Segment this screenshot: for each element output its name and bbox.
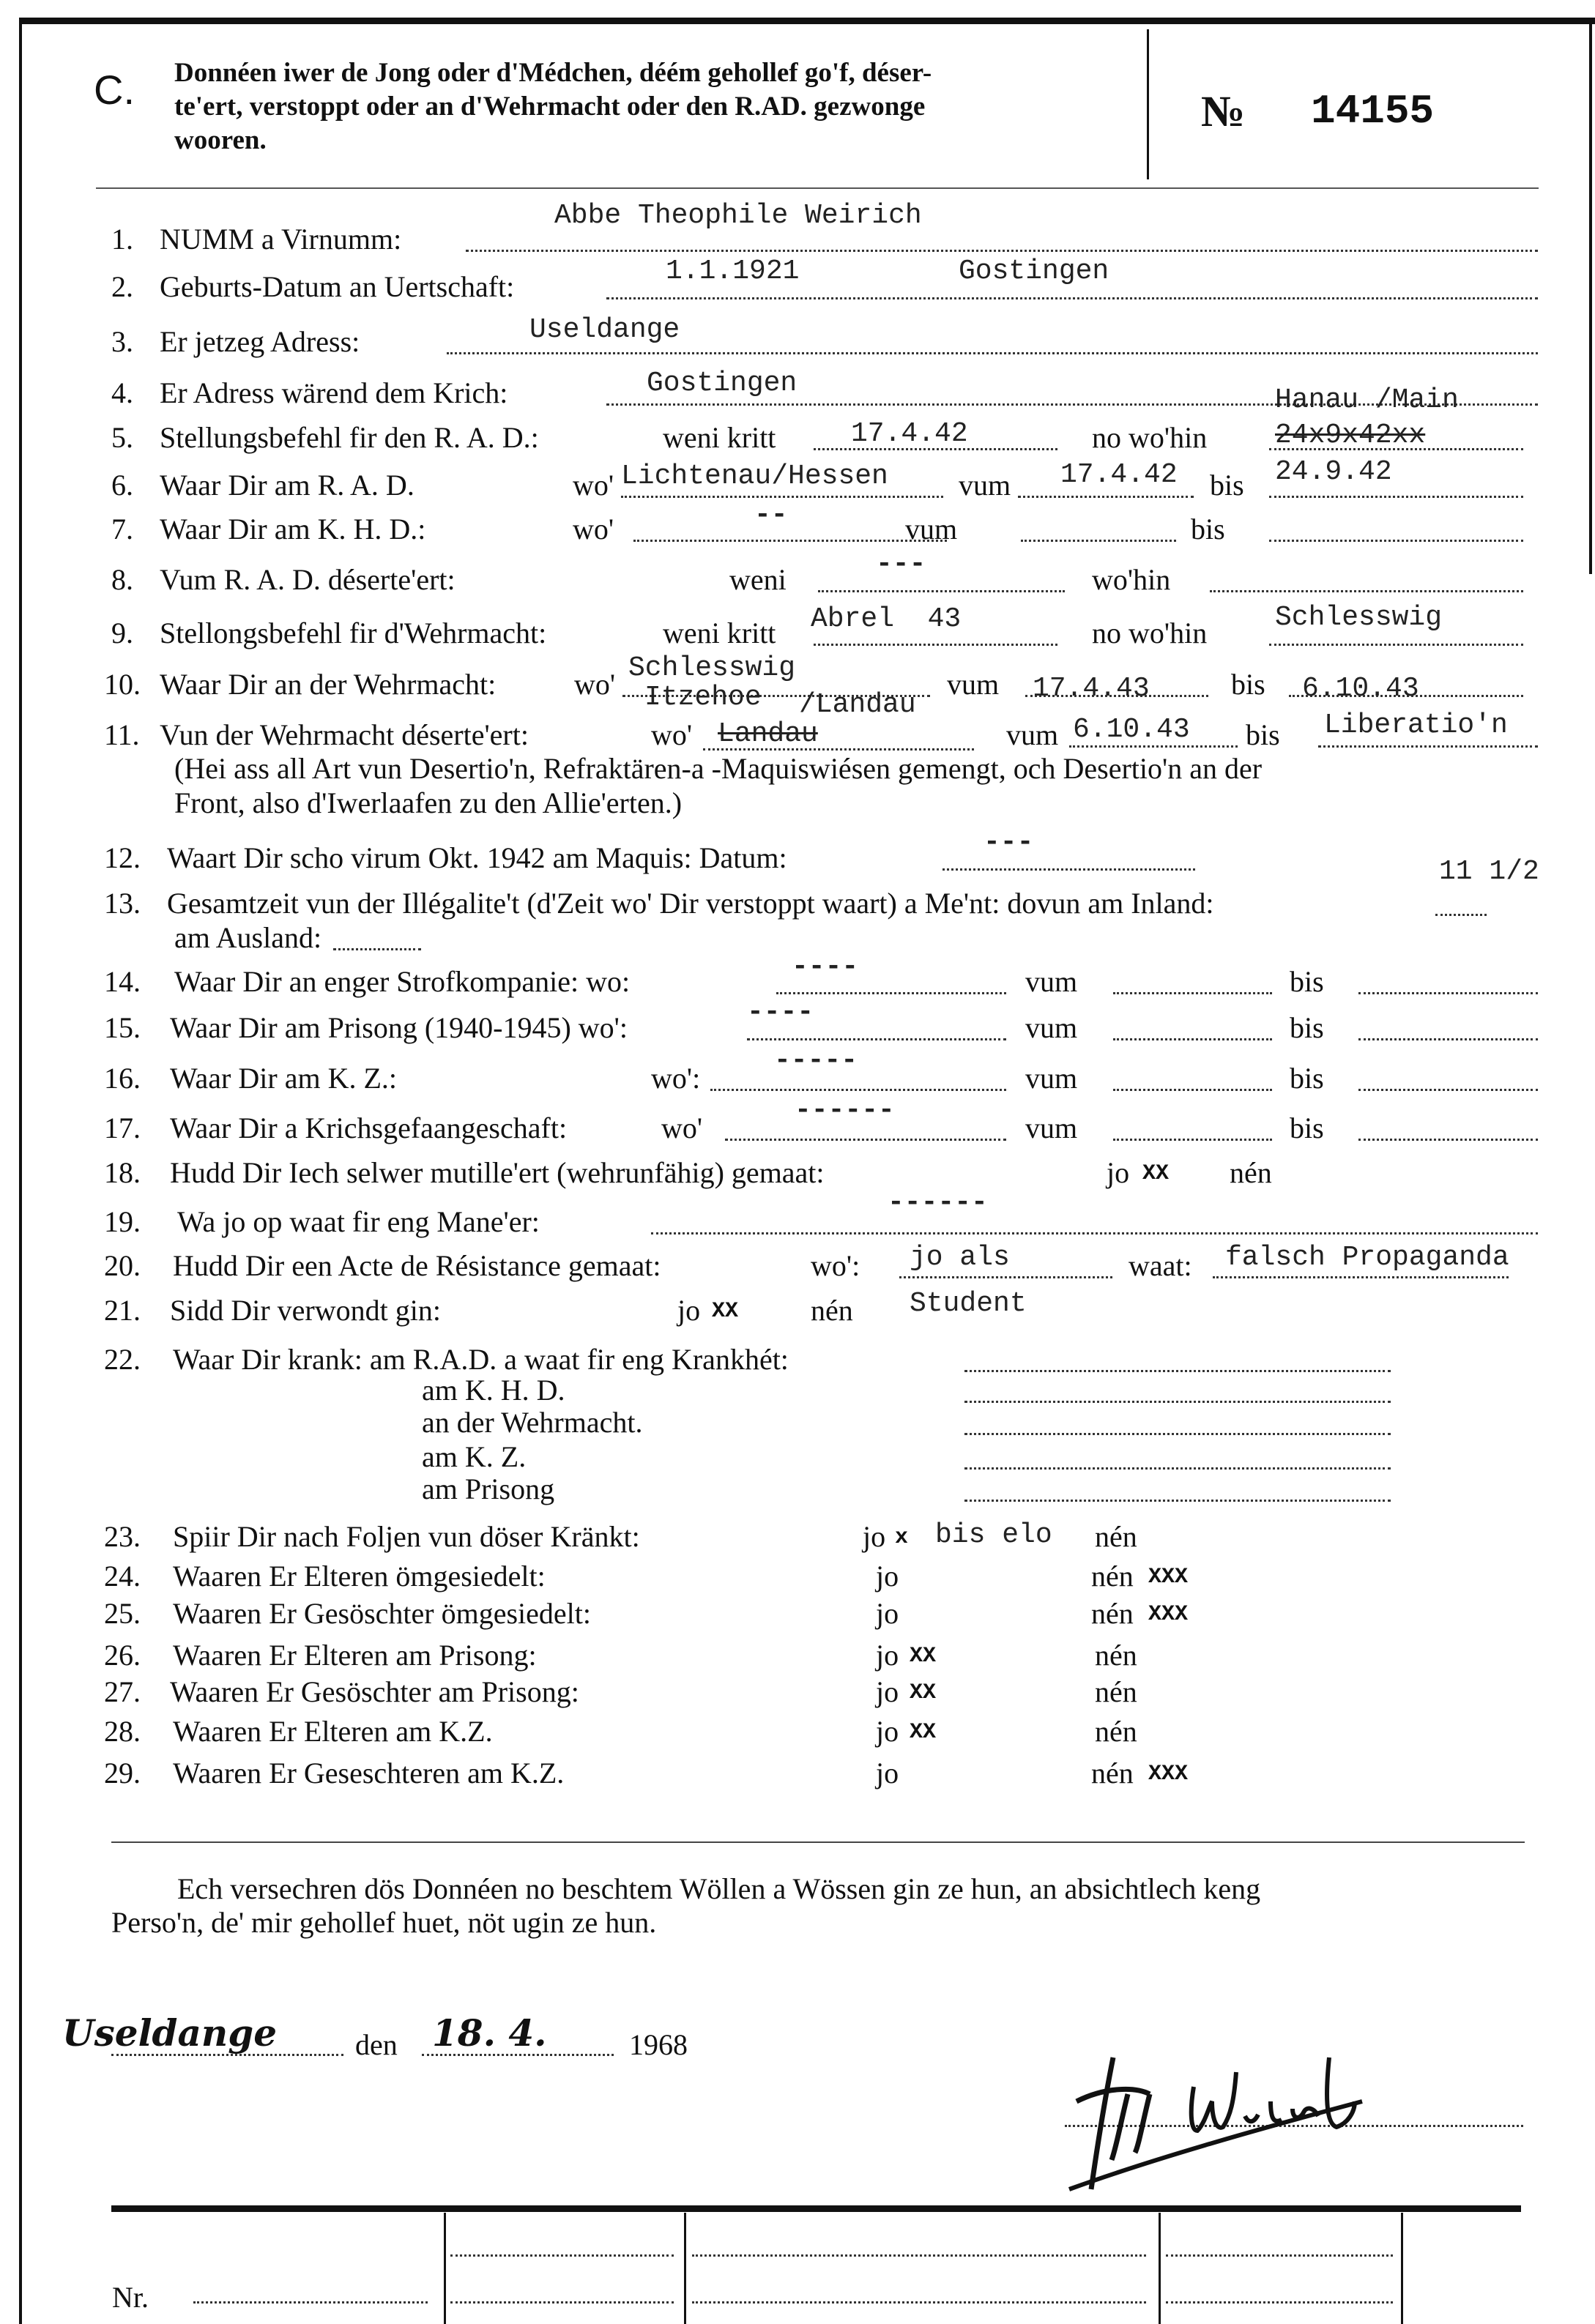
after-effects-label: Spiir Dir nach Foljen vun döser Kränkt: (173, 1520, 640, 1553)
row-number: 15. (104, 1011, 141, 1044)
header-divider (1147, 29, 1149, 179)
rad-desertion-where-field[interactable] (1210, 590, 1523, 592)
penal-company-to-field[interactable] (1358, 992, 1538, 994)
left-border (19, 18, 22, 2324)
self-mutilation-no[interactable]: nén (1230, 1156, 1272, 1189)
den-label: den (355, 2028, 398, 2061)
rad-desertion-when-label: weni (729, 563, 787, 596)
war-address-value: Gostingen (647, 368, 798, 399)
kz-from-label: vum (1025, 1062, 1078, 1095)
wehrmacht-desertion-from-label: vum (1006, 718, 1059, 751)
rad-desertion-label: Vum R. A. D. déserte'ert: (160, 563, 456, 596)
section-separator (111, 1841, 1525, 1843)
siblings-resettled-no-strike: XXX (1148, 1602, 1189, 1627)
wehrmacht-order-when-field[interactable] (814, 644, 1057, 646)
maquis-date-field[interactable] (943, 868, 1195, 871)
wehrmacht-service-to-value: 6.10.43 (1302, 673, 1419, 704)
penal-company-where-value: ---- (792, 951, 859, 983)
khd-label: Waar Dir am K. H. D.: (160, 513, 426, 545)
illness-sub-label: am K. H. D. (422, 1374, 565, 1407)
parents-prison-no[interactable]: nén (1095, 1639, 1137, 1672)
khd-from-field[interactable] (1021, 540, 1176, 542)
rad-service-from-value: 17.4.42 (1060, 459, 1178, 491)
rad-order-when-value: 17.4.42 (851, 418, 968, 450)
penal-company-from-field[interactable] (1113, 992, 1272, 994)
kz-from-field[interactable] (1113, 1089, 1272, 1091)
illegality-label: Gesamtzeit vun der Illégalite't (d'Zeit wo' Dir verstoppt waart) a Me'nt: dovun am Inland: (167, 887, 1214, 920)
wounded-yes-strike: XX (712, 1299, 739, 1324)
right-border (1589, 18, 1592, 574)
penal-company-where-field[interactable] (776, 992, 1006, 994)
current-address-value: Useldange (529, 314, 680, 346)
wehrmacht-desertion-to-field[interactable] (1318, 745, 1538, 748)
name-field[interactable] (466, 250, 1538, 252)
row-number: 1. (111, 223, 133, 256)
wehrmacht-desertion-where-value: Landau (718, 718, 818, 750)
prison-from-field[interactable] (1113, 1038, 1272, 1040)
siblings-resettled-no[interactable]: nén (1091, 1597, 1134, 1630)
place-field[interactable] (111, 2054, 343, 2056)
row-number: 23. (104, 1520, 141, 1553)
row-number: 26. (104, 1639, 141, 1672)
footer-border (111, 2205, 1521, 2212)
row-number: 17. (104, 1111, 141, 1144)
rad-order-when-label: weni kritt (663, 421, 776, 454)
row-number: 5. (111, 421, 133, 454)
rad-service-to-label: bis (1210, 469, 1244, 502)
pow-where-field[interactable] (725, 1139, 1006, 1141)
rad-service-where-value: Lichtenau/Hessen (621, 461, 888, 492)
siblings-kz-label: Waaren Er Geseschteren am K.Z. (173, 1757, 565, 1789)
rad-desertion-when-value: --- (876, 548, 926, 580)
row-number: 24. (104, 1560, 141, 1593)
illness-sub-label: am Prisong (422, 1472, 555, 1505)
wehrmacht-service-from-label: vum (947, 668, 1000, 701)
wehrmacht-order-when-value: Abrel 43 (811, 603, 962, 635)
footer-field[interactable] (450, 2301, 674, 2303)
row-number: 25. (104, 1597, 141, 1630)
parents-prison-yes[interactable]: jo (876, 1639, 899, 1672)
rad-service-from-field[interactable] (1018, 496, 1194, 498)
top-border (21, 18, 1595, 24)
khd-to-field[interactable] (1269, 540, 1523, 542)
row-number: 21. (104, 1294, 141, 1327)
desertion-note: (Hei ass all Art vun Desertio'n, Refraktären-a -Maquiswiésen gemengt, och Desertio'n an der (174, 752, 1263, 785)
wehrmacht-desertion-to-value: Liberatio'n (1324, 710, 1508, 741)
prison-from-label: vum (1025, 1011, 1078, 1044)
illness-sub-label: am K. Z. (422, 1440, 527, 1473)
prison-to-label: bis (1290, 1011, 1324, 1044)
row-number: 12. (104, 841, 141, 874)
rad-order-where-value: Hanau /Main (1275, 384, 1459, 416)
penal-company-to-label: bis (1290, 965, 1324, 998)
kz-where-value: ----- (774, 1045, 858, 1076)
after-effects-no[interactable]: nén (1095, 1520, 1137, 1553)
after-effects-yes-strike: x (895, 1525, 909, 1550)
kz-label: Waar Dir am K. Z.: (170, 1062, 397, 1095)
wounded-no[interactable]: nén (811, 1294, 853, 1327)
parents-kz-yes-strike: XX (910, 1720, 937, 1745)
illegality-abroad-label: am Ausland: (174, 921, 322, 954)
header-title-line: wooren. (174, 125, 267, 155)
illness-wehrmacht-field[interactable] (964, 1433, 1391, 1435)
row-number: 27. (104, 1675, 141, 1708)
illegality-inland-value: 11 1/2 (1439, 856, 1539, 887)
nr-label: Nr. (112, 2281, 149, 2314)
prison-where-value: ---- (747, 997, 814, 1028)
signature (1062, 2050, 1443, 2197)
khd-where-label: wo' (573, 513, 614, 545)
birth-label: Geburts-Datum an Uertschaft: (160, 270, 515, 303)
siblings-kz-no-strike: XXX (1148, 1762, 1189, 1787)
war-address-label: Er Adress wärend dem Krich: (160, 376, 508, 409)
footer-field[interactable] (692, 2254, 1146, 2257)
maquis-date-value: --- (984, 827, 1034, 858)
row-number: 6. (111, 469, 133, 502)
wehrmacht-order-label: Stellongsbefehl fir d'Wehrmacht: (160, 617, 547, 649)
birth-field[interactable] (606, 297, 1538, 299)
penal-company-label: Waar Dir an enger Strofkompanie: wo: (174, 965, 631, 998)
siblings-prison-yes[interactable]: jo (876, 1675, 899, 1708)
kz-where-label: wo': (651, 1062, 701, 1095)
form-number: 14155 (1311, 88, 1435, 135)
illness-prison-field[interactable] (964, 1500, 1391, 1502)
after-effects-extra-value: bis elo (935, 1519, 1052, 1551)
parents-resettled-no[interactable]: nén (1091, 1560, 1134, 1593)
row-number: 18. (104, 1156, 141, 1189)
birth-date-value: 1.1.1921 (666, 256, 800, 287)
illness-kz-field[interactable] (964, 1467, 1391, 1470)
row-number: 28. (104, 1715, 141, 1748)
wehrmacht-service-from-value: 17.4.43 (1033, 673, 1150, 704)
rad-service-from-label: vum (959, 469, 1011, 502)
prison-to-field[interactable] (1358, 1038, 1538, 1040)
pow-to-label: bis (1290, 1111, 1324, 1144)
desertion-note: Front, also d'Iwerlaafen zu den Allie'erten.) (174, 786, 683, 819)
wehrmacht-service-label: Waar Dir an der Wehrmacht: (160, 668, 497, 701)
wehrmacht-order-where-field[interactable] (1269, 644, 1523, 646)
resistance-what-label: waat: (1129, 1249, 1192, 1282)
after-effects-yes[interactable]: jo (863, 1520, 886, 1553)
self-mutilation-yes-strike: XX (1142, 1161, 1170, 1186)
wehrmacht-desertion-label: Vun der Wehrmacht déserte'ert: (160, 718, 529, 751)
illegality-abroad-field[interactable] (333, 948, 421, 950)
wounded-yes[interactable]: jo (677, 1294, 701, 1327)
method-field[interactable] (651, 1232, 1538, 1234)
wounded-extra-value: Student (910, 1288, 1027, 1319)
wehrmacht-service-where-value-2: Itzehoe (644, 682, 762, 713)
resistance-what-value: falsch Propaganda (1225, 1242, 1509, 1273)
siblings-prison-no[interactable]: nén (1095, 1675, 1137, 1708)
footer-column-divider (444, 2213, 446, 2324)
nr-field[interactable] (193, 2301, 428, 2303)
footer-column-divider (1159, 2213, 1161, 2324)
date-field[interactable] (422, 2054, 614, 2056)
maquis-label: Waart Dir scho virum Okt. 1942 am Maquis: Datum: (167, 841, 787, 874)
kz-to-field[interactable] (1358, 1089, 1538, 1091)
pow-from-field[interactable] (1113, 1139, 1272, 1141)
header-title-line: Donnéen iwer de Jong oder d'Médchen, déém gehollef go'f, déser- (174, 58, 932, 88)
resistance-where-value: jo als (910, 1242, 1010, 1273)
footer-column-divider (684, 2213, 686, 2324)
parents-resettled-no-strike: XXX (1148, 1565, 1189, 1590)
pow-from-label: vum (1025, 1111, 1078, 1144)
wehrmacht-service-where-label: wo' (574, 668, 616, 701)
name-value: Abbe Theophile Weirich (554, 200, 922, 231)
rad-order-where-struck: 24x9x42xx (1275, 420, 1426, 451)
illegality-inland-field[interactable] (1435, 914, 1487, 916)
row-number: 3. (111, 325, 133, 358)
khd-to-label: bis (1191, 513, 1225, 545)
signature-stroke (1191, 2057, 1355, 2131)
row-number: 8. (111, 563, 133, 596)
wehrmacht-desertion-where-value-2: /Landau (799, 689, 916, 720)
method-label: Wa jo op waat fir eng Mane'er: (177, 1205, 540, 1238)
row-number: 7. (111, 513, 133, 545)
name-label: NUMM a Virnumm: (160, 223, 402, 256)
pow-where-label: wo' (661, 1111, 703, 1144)
rad-desertion-when-field[interactable] (818, 590, 1065, 592)
rad-order-where-label: no wo'hin (1092, 421, 1208, 454)
rad-service-to-value: 24.9.42 (1275, 456, 1392, 488)
resistance-where-label: wo': (811, 1249, 860, 1282)
footer-field[interactable] (1166, 2301, 1393, 2303)
siblings-resettled-label: Waaren Er Gesöschter ömgesiedelt: (173, 1597, 591, 1630)
siblings-prison-label: Waaren Er Gesöschter am Prisong: (170, 1675, 579, 1708)
illness-khd-field[interactable] (964, 1401, 1391, 1403)
kz-to-label: bis (1290, 1062, 1324, 1095)
wehrmacht-order-where-value: Schlesswig (1275, 602, 1443, 633)
header-separator (96, 187, 1539, 189)
birth-place-value: Gostingen (959, 256, 1109, 287)
declaration-text: Perso'n, de' mir gehollef huet, nöt ugin ze hun. (111, 1906, 657, 1939)
method-value: ------ (888, 1187, 988, 1218)
wehrmacht-desertion-from-field[interactable] (1069, 745, 1238, 748)
khd-from-label: vum (905, 513, 958, 545)
number-symbol: № (1201, 87, 1246, 135)
rad-service-to-field[interactable] (1269, 496, 1523, 498)
row-number: 14. (104, 965, 141, 998)
illness-sub-label: an der Wehrmacht. (422, 1406, 643, 1439)
wehrmacht-order-when-label: weni kritt (663, 617, 776, 649)
signature-underline (1069, 2101, 1362, 2189)
siblings-kz-yes[interactable]: jo (876, 1757, 899, 1789)
pow-where-value: ------ (795, 1095, 895, 1126)
illness-label: Waar Dir krank: am R.A.D. a waat fir eng Krankhét: (173, 1343, 789, 1376)
wehrmacht-service-where-value: Schlesswig (628, 652, 796, 684)
row-number: 19. (104, 1205, 141, 1238)
wehrmacht-service-to-label: bis (1231, 668, 1265, 701)
row-number: 10. (104, 668, 141, 701)
rad-service-where-label: wo' (573, 469, 614, 502)
parents-resettled-label: Waaren Er Elteren ömgesiedelt: (173, 1560, 546, 1593)
siblings-resettled-yes[interactable]: jo (876, 1597, 899, 1630)
siblings-prison-yes-strike: XX (910, 1680, 937, 1705)
wounded-label: Sidd Dir verwondt gin: (170, 1294, 441, 1327)
current-address-label: Er jetzeg Adress: (160, 325, 360, 358)
kz-where-field[interactable] (710, 1089, 1006, 1091)
year-value: 1968 (629, 2028, 688, 2061)
parents-prison-label: Waaren Er Elteren am Prisong: (173, 1639, 537, 1672)
parents-kz-no[interactable]: nén (1095, 1715, 1137, 1748)
current-address-field[interactable] (447, 352, 1538, 354)
row-number: 16. (104, 1062, 141, 1095)
prison-label: Waar Dir am Prisong (1940-1945) wo': (170, 1011, 628, 1044)
illness-rad-field[interactable] (964, 1370, 1391, 1372)
rad-order-label: Stellungsbefehl fir den R. A. D.: (160, 421, 539, 454)
row-number: 20. (104, 1249, 141, 1282)
footer-field[interactable] (450, 2254, 674, 2257)
self-mutilation-yes[interactable]: jo (1107, 1156, 1130, 1189)
section-letter: C. (94, 67, 135, 113)
signature-stroke (1077, 2057, 1150, 2189)
rad-service-label: Waar Dir am R. A. D. (160, 469, 414, 502)
row-number: 13. (104, 887, 141, 920)
row-number: 2. (111, 270, 133, 303)
header-title-line: te'ert, verstoppt oder an d'Wehrmacht oder den R.AD. gezwonge (174, 92, 926, 122)
parents-prison-yes-strike: XX (910, 1644, 937, 1669)
wehrmacht-desertion-from-value: 6.10.43 (1073, 714, 1190, 745)
prison-where-field[interactable] (747, 1038, 1006, 1040)
row-number: 29. (104, 1757, 141, 1789)
row-number: 11. (104, 718, 140, 751)
self-mutilation-label: Hudd Dir Iech selwer mutille'ert (wehrunfähig) gemaat: (170, 1156, 825, 1189)
footer-field[interactable] (1166, 2254, 1393, 2257)
rad-service-where-field[interactable] (621, 496, 943, 498)
wehrmacht-order-where-label: no wo'hin (1092, 617, 1208, 649)
footer-column-divider (1401, 2213, 1403, 2324)
khd-where-value: -- (754, 499, 788, 531)
resistance-where-field[interactable] (899, 1276, 1112, 1278)
row-number: 9. (111, 617, 133, 649)
wehrmacht-desertion-to-label: bis (1246, 718, 1280, 751)
wehrmacht-desertion-where-label: wo' (651, 718, 693, 751)
declaration-text: Ech versechren dös Donnéen no beschtem Wöllen a Wössen gin ze hun, an absichtlech keng (177, 1872, 1261, 1905)
siblings-kz-no[interactable]: nén (1091, 1757, 1134, 1789)
pow-label: Waar Dir a Krichsgefaangeschaft: (170, 1111, 568, 1144)
khd-where-field[interactable] (633, 540, 947, 542)
place-value: Useldange (62, 2011, 278, 2055)
resistance-what-field[interactable] (1213, 1276, 1509, 1278)
parents-kz-label: Waaren Er Elteren am K.Z. (173, 1715, 493, 1748)
penal-company-from-label: vum (1025, 965, 1078, 998)
pow-to-field[interactable] (1358, 1139, 1538, 1141)
row-number: 4. (111, 376, 133, 409)
parents-kz-yes[interactable]: jo (876, 1715, 899, 1748)
parents-resettled-yes[interactable]: jo (876, 1560, 899, 1593)
row-number: 22. (104, 1343, 141, 1376)
footer-field[interactable] (692, 2301, 1146, 2303)
rad-desertion-where-label: wo'hin (1092, 563, 1171, 596)
resistance-label: Hudd Dir een Acte de Résistance gemaat: (173, 1249, 661, 1282)
date-value: 18. 4. (432, 2011, 547, 2055)
